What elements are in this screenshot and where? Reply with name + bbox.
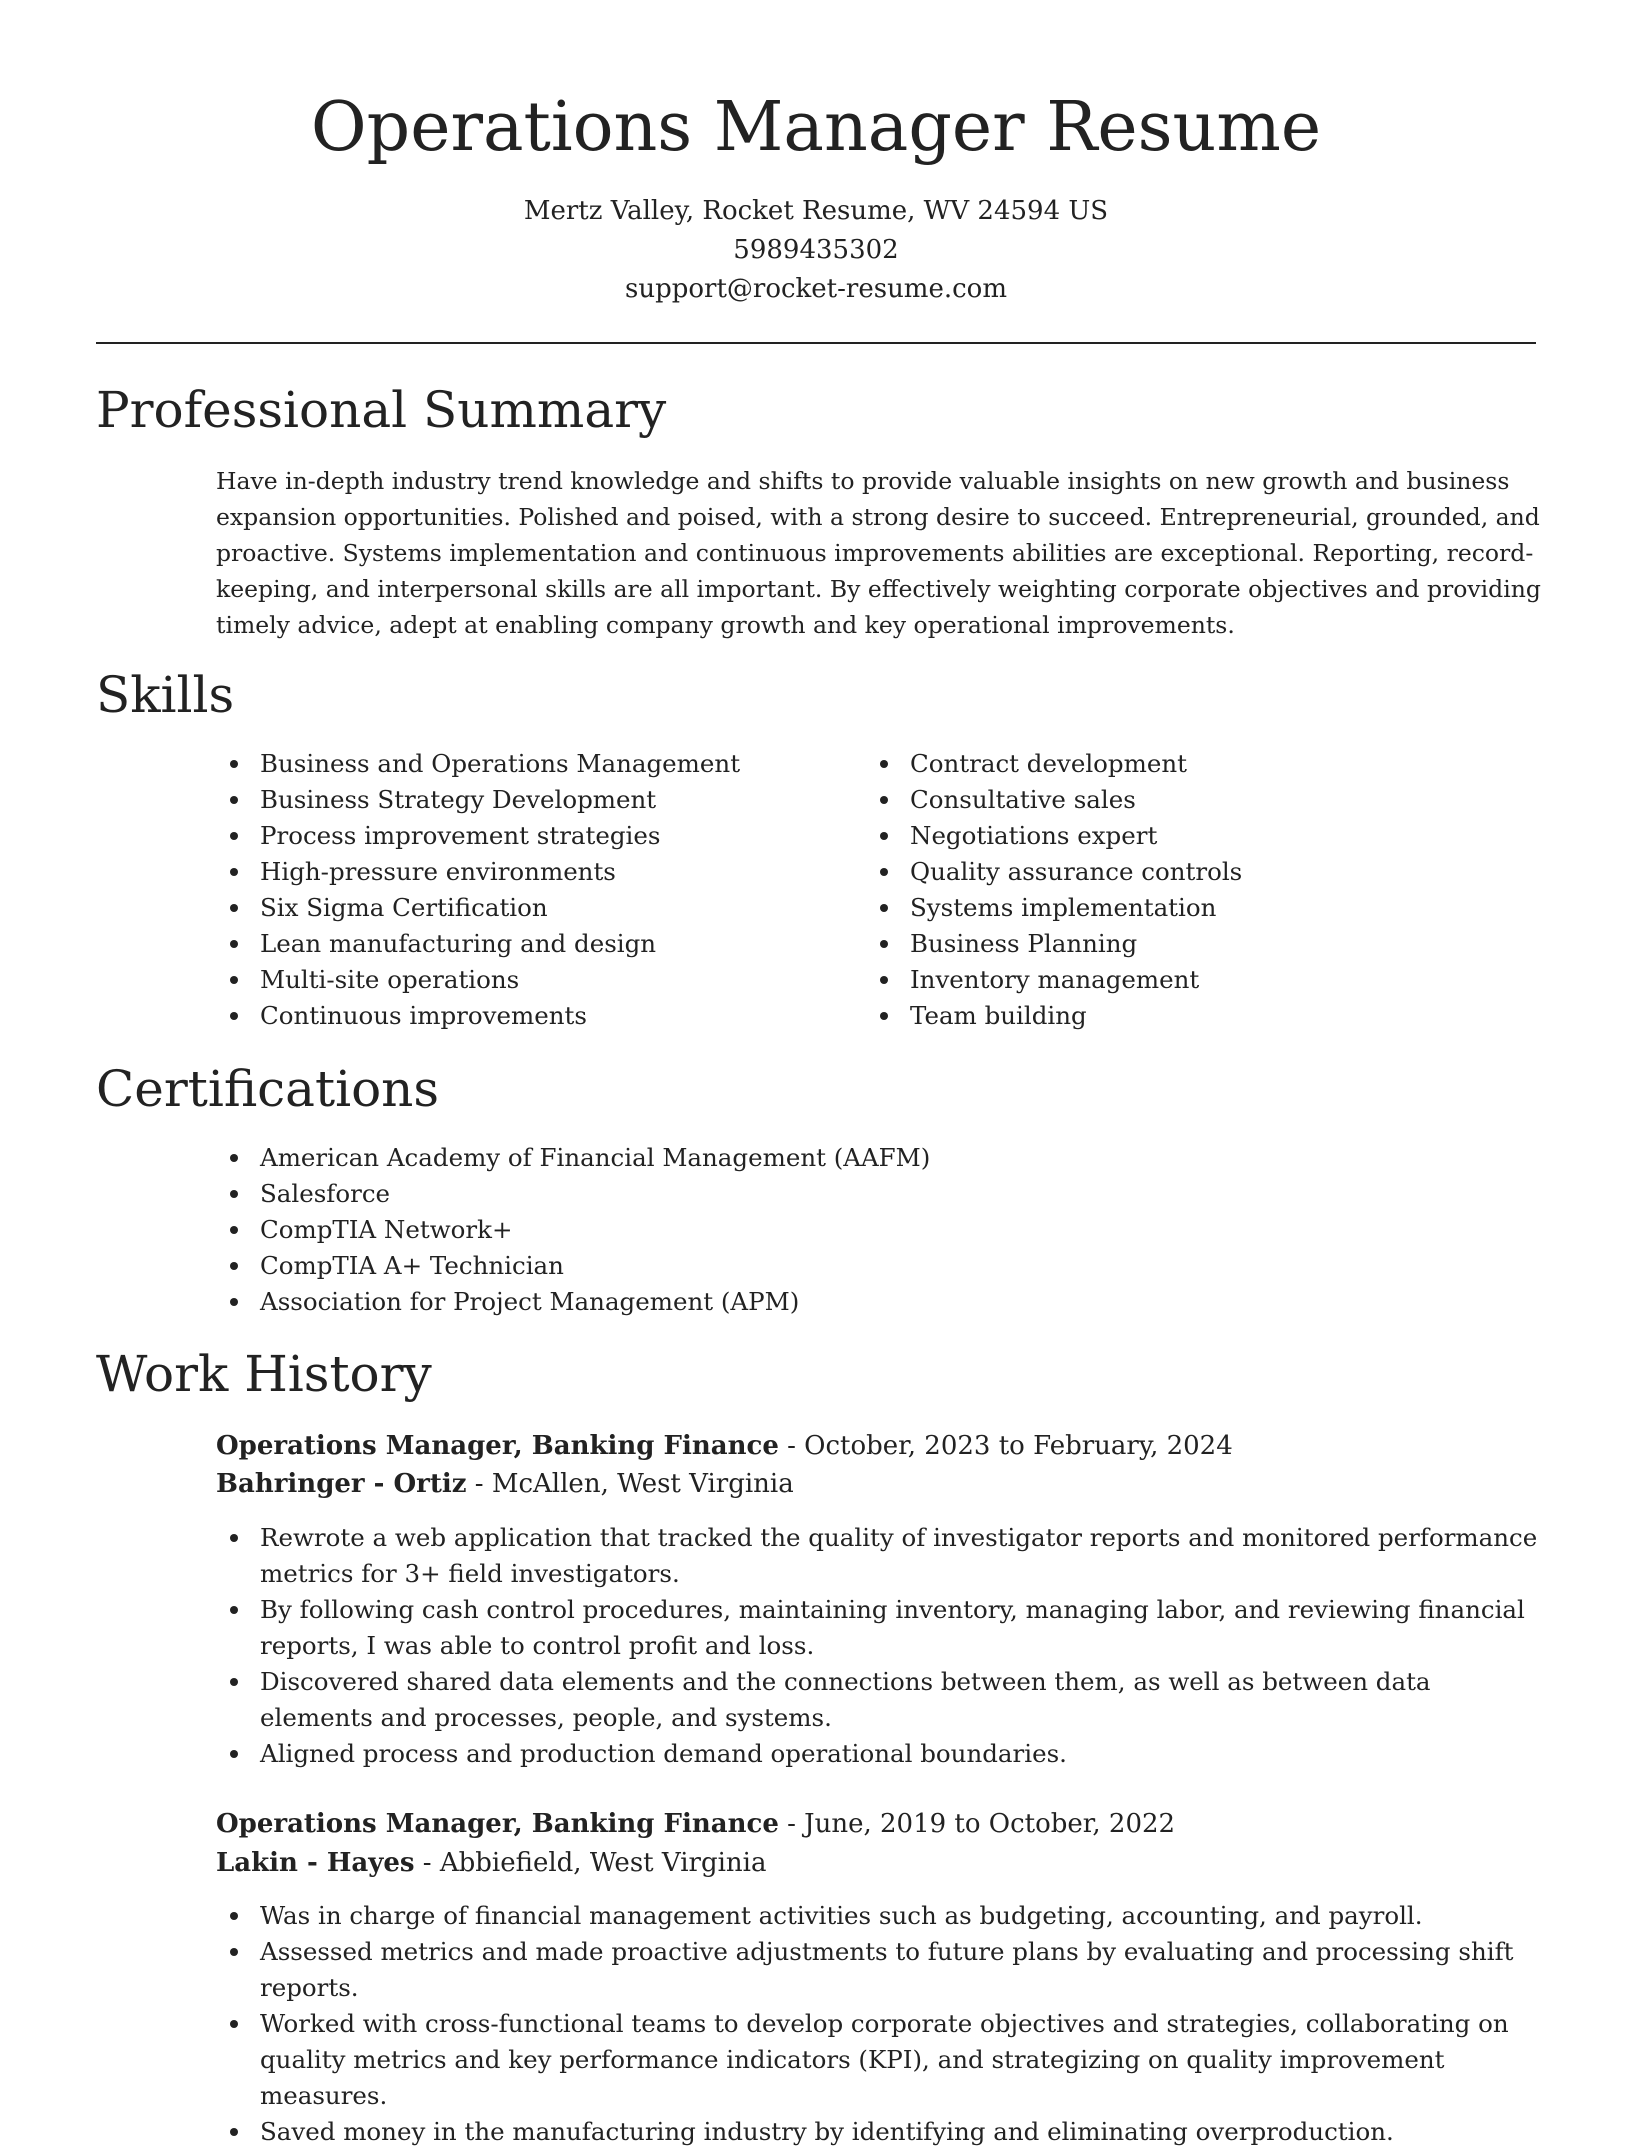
skill-item: Business and Operations Management bbox=[216, 746, 816, 782]
skill-item: Continuous improvements bbox=[216, 998, 816, 1034]
skills-list-left bbox=[216, 746, 816, 1034]
skill-item: Business Planning bbox=[866, 926, 1526, 962]
job-header bbox=[216, 1426, 1233, 1466]
job-bullet: Was in charge of financial management activities such as budgeting, accounting, and payroll. bbox=[216, 1898, 1546, 1934]
certifications-list bbox=[216, 1140, 1536, 1320]
contact-block bbox=[0, 192, 1632, 309]
resume-title: Operations Manager Resume bbox=[310, 88, 1322, 167]
skills-list-right bbox=[866, 746, 1526, 1034]
job-position: Operations Manager, Banking Finance bbox=[216, 1431, 779, 1461]
certification-item: CompTIA A+ Technician bbox=[216, 1248, 1536, 1284]
job-header bbox=[216, 1804, 1175, 1844]
job-bullet: Worked with cross-functional teams to develop corporate objectives and strategies, collaborating on quality metrics and key performance indicators (KPI), and strategizing on quality improvement measures. bbox=[216, 2006, 1546, 2114]
skill-item: Business Strategy Development bbox=[216, 782, 816, 818]
job-employer-line bbox=[216, 1843, 766, 1883]
skill-item: Six Sigma Certification bbox=[216, 890, 816, 926]
skill-item: Quality assurance controls bbox=[866, 854, 1526, 890]
certification-item: American Academy of Financial Management (AAFM) bbox=[216, 1140, 1536, 1176]
certification-item: CompTIA Network+ bbox=[216, 1212, 1536, 1248]
contact-email: support@rocket-resume.com bbox=[624, 274, 1007, 304]
skill-item: Lean manufacturing and design bbox=[216, 926, 816, 962]
skill-item: Multi-site operations bbox=[216, 962, 816, 998]
job-location: - Abbiefield, West Virginia bbox=[414, 1848, 767, 1878]
job-dates: - October, 2023 to February, 2024 bbox=[778, 1431, 1233, 1461]
skill-item: Inventory management bbox=[866, 962, 1526, 998]
job-bullet: Assessed metrics and made proactive adjustments to future plans by evaluating and processing shift reports. bbox=[216, 1934, 1546, 2006]
skill-item: Negotiations expert bbox=[866, 818, 1526, 854]
skill-item: Consultative sales bbox=[866, 782, 1526, 818]
skill-item: High-pressure environments bbox=[216, 854, 816, 890]
job-employer: Lakin - Hayes bbox=[216, 1848, 415, 1878]
header-divider bbox=[96, 342, 1536, 344]
skill-item: Team building bbox=[866, 998, 1526, 1034]
certification-item: Salesforce bbox=[216, 1176, 1536, 1212]
job-bullets bbox=[216, 1520, 1546, 1772]
job-bullet: Discovered shared data elements and the connections between them, as well as between data elements and processes, people, and systems. bbox=[216, 1664, 1546, 1736]
contact-phone: 5989435302 bbox=[733, 235, 899, 265]
summary-text: Have in-depth industry trend knowledge and shifts to provide valuable insights on new growth and business expansion opportunities. Polished and poised, with a strong desire to succeed. Entrepreneurial, grounded, and proactive. Systems implementation and continuous improvements abilities are exceptional. Reporting, record-keeping, and interpersonal skills are all important. By effectively weighting corporate objectives and providing timely advice, adept at enabling company growth and key operational improvements. bbox=[216, 467, 1541, 639]
certification-item: Association for Project Management (APM) bbox=[216, 1284, 1536, 1320]
skill-item: Process improvement strategies bbox=[216, 818, 816, 854]
skill-item: Systems implementation bbox=[866, 890, 1526, 926]
job-employer-line bbox=[216, 1464, 794, 1504]
job-bullets bbox=[216, 1898, 1546, 2150]
skills-heading: Skills bbox=[96, 666, 235, 724]
certifications-heading: Certifications bbox=[96, 1060, 440, 1118]
job-bullet: By following cash control procedures, maintaining inventory, managing labor, and reviewing financial reports, I was able to control profit and loss. bbox=[216, 1592, 1546, 1664]
skill-item: Contract development bbox=[866, 746, 1526, 782]
job-bullet: Aligned process and production demand operational boundaries. bbox=[216, 1736, 1546, 1772]
job-position: Operations Manager, Banking Finance bbox=[216, 1809, 779, 1839]
summary-heading: Professional Summary bbox=[96, 381, 667, 439]
contact-address: Mertz Valley, Rocket Resume, WV 24594 US bbox=[523, 196, 1109, 226]
job-bullet: Rewrote a web application that tracked the quality of investigator reports and monitored performance metrics for 3+ field investigators. bbox=[216, 1520, 1546, 1592]
job-dates: - June, 2019 to October, 2022 bbox=[778, 1809, 1176, 1839]
job-employer: Bahringer - Ortiz bbox=[216, 1469, 467, 1499]
job-bullet: Saved money in the manufacturing industry by identifying and eliminating overproduction. bbox=[216, 2114, 1546, 2150]
work-history-heading: Work History bbox=[96, 1345, 432, 1403]
job-location: - McAllen, West Virginia bbox=[466, 1469, 794, 1499]
